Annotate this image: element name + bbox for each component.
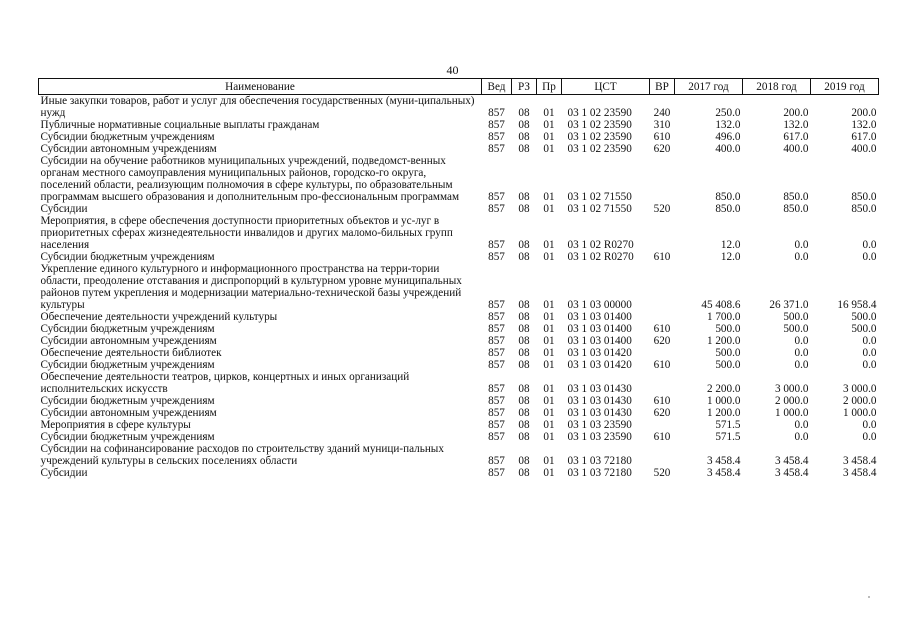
cell-pr: 01 <box>543 383 555 395</box>
cell-pr: 01 <box>543 455 555 467</box>
table-row <box>39 251 879 263</box>
cell-2017: 3 458.4 <box>706 467 741 479</box>
cell-ved: 857 <box>488 419 505 431</box>
cell-name: Обеспечение деятельности учреждений культуры <box>40 311 278 323</box>
cell-2018: 617.0 <box>783 131 809 143</box>
header-vr: ВР <box>650 79 675 95</box>
cell-2018: 3 458.4 <box>774 467 809 479</box>
cell-vr: 520 <box>653 203 671 215</box>
cell-2019: 200.0 <box>851 107 877 119</box>
cell-2017: 850.0 <box>715 203 741 215</box>
cell-rz: 08 <box>518 239 530 251</box>
cell-2019: 3 458.4 <box>842 467 877 479</box>
cell-vr: 610 <box>653 431 671 443</box>
cell-rz: 08 <box>518 107 530 119</box>
table-row <box>39 467 879 479</box>
table-row <box>39 131 879 143</box>
cell-cst: 03 1 03 72180 <box>567 467 632 479</box>
cell-pr: 01 <box>543 203 555 215</box>
cell-name: Субсидии автономным учреждениям <box>40 143 217 155</box>
cell-cst: 03 1 03 01400 <box>567 323 632 335</box>
table-row <box>39 155 879 203</box>
cell-cst: 03 1 03 23590 <box>567 431 632 443</box>
table-row <box>39 419 879 431</box>
cell-2017: 1 200.0 <box>706 335 741 347</box>
cell-2019: 132.0 <box>851 119 877 131</box>
cell-name: Субсидии бюджетным учреждениям <box>40 251 215 263</box>
cell-ved: 857 <box>488 131 505 143</box>
cell-2019: 3 000.0 <box>842 383 877 395</box>
cell-cst: 03 1 03 01430 <box>567 407 632 419</box>
cell-2017: 3 458.4 <box>706 455 741 467</box>
cell-ved: 857 <box>488 203 505 215</box>
header-2019: 2019 год <box>811 79 879 95</box>
table-row <box>39 311 879 323</box>
cell-ved: 857 <box>488 311 505 323</box>
cell-2018: 0.0 <box>794 431 809 443</box>
cell-name: Мероприятия в сфере культуры <box>40 419 191 431</box>
table-row <box>39 335 879 347</box>
cell-ved: 857 <box>488 407 505 419</box>
cell-name: Субсидии бюджетным учреждениям <box>40 359 215 371</box>
cell-vr: 240 <box>653 107 671 119</box>
cell-ved: 857 <box>488 395 505 407</box>
cell-pr: 01 <box>543 407 555 419</box>
cell-2018: 1 000.0 <box>774 407 809 419</box>
cell-ved: 857 <box>488 251 505 263</box>
cell-ved: 857 <box>488 143 505 155</box>
header-rz: РЗ <box>512 79 537 95</box>
cell-2018: 2 000.0 <box>774 395 809 407</box>
cell-rz: 08 <box>518 251 530 263</box>
cell-vr: 620 <box>653 335 671 347</box>
cell-rz: 08 <box>518 359 530 371</box>
cell-2018: 200.0 <box>783 107 809 119</box>
table-row <box>39 431 879 443</box>
table-row <box>39 407 879 419</box>
cell-rz: 08 <box>518 383 530 395</box>
cell-rz: 08 <box>518 203 530 215</box>
cell-pr: 01 <box>543 143 555 155</box>
cell-2018: 132.0 <box>783 119 809 131</box>
cell-rz: 08 <box>518 467 530 479</box>
cell-vr <box>650 155 675 203</box>
cell-2019: 3 458.4 <box>842 455 877 467</box>
cell-vr <box>650 215 675 251</box>
header-2018: 2018 год <box>743 79 811 95</box>
cell-ved: 857 <box>488 239 505 251</box>
budget-table <box>38 78 879 479</box>
table-row <box>39 371 879 395</box>
cell-pr: 01 <box>543 419 555 431</box>
cell-rz: 08 <box>518 431 530 443</box>
cell-name: Субсидии автономным учреждениям <box>40 407 217 419</box>
cell-name: Субсидии <box>40 203 88 215</box>
cell-pr: 01 <box>543 467 555 479</box>
cell-name: Укрепление единого культурного и информационного пространства на терри-тории области, преодоление отставания и диспропорций в культурном уровне муниципальных районов путем укрепления и модернизации материально-технической базы учреждений культуры <box>40 263 462 311</box>
cell-vr <box>650 371 675 395</box>
header-ved: Вед <box>482 79 512 95</box>
cell-pr: 01 <box>543 131 555 143</box>
cell-ved: 857 <box>488 347 505 359</box>
table-row <box>39 347 879 359</box>
cell-2019: 617.0 <box>851 131 877 143</box>
cell-cst: 03 1 02 23590 <box>567 119 632 131</box>
cell-pr: 01 <box>543 347 555 359</box>
cell-rz: 08 <box>518 143 530 155</box>
cell-vr: 610 <box>653 359 671 371</box>
cell-cst: 03 1 02 R0270 <box>567 251 634 263</box>
cell-cst: 03 1 02 71550 <box>567 203 632 215</box>
cell-name: Субсидии автономным учреждениям <box>40 335 217 347</box>
cell-name: Публичные нормативные социальные выплаты гражданам <box>40 119 320 131</box>
cell-cst: 03 1 03 01400 <box>567 311 632 323</box>
cell-2018: 26 371.0 <box>769 299 809 311</box>
cell-2017: 571.5 <box>715 419 741 431</box>
cell-vr <box>650 419 675 431</box>
cell-name: Субсидии бюджетным учреждениям <box>40 323 215 335</box>
cell-2017: 45 408.6 <box>701 299 741 311</box>
cell-ved: 857 <box>488 119 505 131</box>
cell-2019: 850.0 <box>851 203 877 215</box>
cell-vr <box>650 263 675 311</box>
cell-2017: 400.0 <box>715 143 741 155</box>
cell-rz: 08 <box>518 131 530 143</box>
table-row <box>39 119 879 131</box>
cell-ved: 857 <box>488 335 505 347</box>
header-name: Наименование <box>39 79 482 95</box>
cell-pr: 01 <box>543 323 555 335</box>
cell-2018: 3 000.0 <box>774 383 809 395</box>
cell-2019: 1 000.0 <box>842 407 877 419</box>
cell-name: Субсидии бюджетным учреждениям <box>40 131 215 143</box>
cell-2017: 496.0 <box>715 131 741 143</box>
cell-2019: 0.0 <box>862 239 877 251</box>
cell-2017: 250.0 <box>715 107 741 119</box>
cell-pr: 01 <box>543 395 555 407</box>
cell-ved: 857 <box>488 299 505 311</box>
cell-ved: 857 <box>488 467 505 479</box>
cell-name: Мероприятия, в сфере обеспечения доступности приоритетных объектов и ус-луг в приоритетных сферах жизнедеятельности инвалидов и других маломо-бильных групп населения <box>40 215 453 251</box>
cell-rz: 08 <box>518 395 530 407</box>
cell-pr: 01 <box>543 299 555 311</box>
cell-2019: 0.0 <box>862 431 877 443</box>
cell-2018: 500.0 <box>783 323 809 335</box>
table-row <box>39 263 879 311</box>
cell-ved: 857 <box>488 455 505 467</box>
cell-vr: 310 <box>653 119 671 131</box>
cell-2017: 500.0 <box>715 323 741 335</box>
cell-pr: 01 <box>543 311 555 323</box>
table-row <box>39 395 879 407</box>
cell-rz: 08 <box>518 299 530 311</box>
cell-2019: 0.0 <box>862 251 877 263</box>
cell-ved: 857 <box>488 383 505 395</box>
cell-2019: 2 000.0 <box>842 395 877 407</box>
cell-cst: 03 1 03 00000 <box>567 299 632 311</box>
cell-2018: 0.0 <box>794 359 809 371</box>
table-row <box>39 143 879 155</box>
cell-rz: 08 <box>518 311 530 323</box>
cell-vr <box>650 347 675 359</box>
cell-2017: 132.0 <box>715 119 741 131</box>
cell-vr: 620 <box>653 143 671 155</box>
cell-cst: 03 1 03 01420 <box>567 347 632 359</box>
cell-2019: 500.0 <box>851 311 877 323</box>
cell-2017: 1 200.0 <box>706 407 741 419</box>
header-cst: ЦСТ <box>562 79 650 95</box>
cell-name: Обеспечение деятельности библиотек <box>40 347 222 359</box>
cell-rz: 08 <box>518 335 530 347</box>
cell-cst: 03 1 02 R0270 <box>567 239 634 251</box>
cell-cst: 03 1 03 01420 <box>567 359 632 371</box>
cell-2019: 850.0 <box>851 191 877 203</box>
cell-2017: 12.0 <box>720 239 741 251</box>
cell-ved: 857 <box>488 191 505 203</box>
cell-pr: 01 <box>543 251 555 263</box>
cell-2018: 850.0 <box>783 203 809 215</box>
table-row <box>39 215 879 251</box>
cell-2017: 2 200.0 <box>706 383 741 395</box>
cell-name: Субсидии на обучение работников муниципальных учреждений, подведомст-венных органам местного самоуправления муниципальных районов, городско-го округа, поселений области, реализующим полномочия в сфере культуры, по образовательным программам высшего образования и дополнительным про-фессиональным программам <box>40 155 460 203</box>
cell-vr: 620 <box>653 407 671 419</box>
table-row <box>39 443 879 467</box>
cell-pr: 01 <box>543 239 555 251</box>
cell-rz: 08 <box>518 347 530 359</box>
cell-name: Субсидии бюджетным учреждениям <box>40 395 215 407</box>
cell-vr <box>650 311 675 323</box>
cell-2017: 571.5 <box>715 431 741 443</box>
cell-2017: 500.0 <box>715 359 741 371</box>
cell-vr: 520 <box>653 467 671 479</box>
cell-vr: 610 <box>653 131 671 143</box>
cell-pr: 01 <box>543 335 555 347</box>
cell-cst: 03 1 03 23590 <box>567 419 632 431</box>
page-number: 40 <box>446 63 459 77</box>
cell-cst: 03 1 02 71550 <box>567 191 632 203</box>
cell-name: Обеспечение деятельности театров, цирков, концертных и иных организаций исполнительских искусств <box>40 371 410 395</box>
cell-ved: 857 <box>488 323 505 335</box>
cell-2019: 16 958.4 <box>837 299 877 311</box>
cell-2018: 0.0 <box>794 419 809 431</box>
cell-cst: 03 1 02 23590 <box>567 107 632 119</box>
header-2017: 2017 год <box>675 79 743 95</box>
cell-cst: 03 1 03 72180 <box>567 455 632 467</box>
cell-2017: 850.0 <box>715 191 741 203</box>
cell-rz: 08 <box>518 419 530 431</box>
cell-pr: 01 <box>543 191 555 203</box>
cell-2018: 0.0 <box>794 251 809 263</box>
cell-2017: 12.0 <box>720 251 741 263</box>
cell-ved: 857 <box>488 107 505 119</box>
cell-2018: 500.0 <box>783 311 809 323</box>
cell-cst: 03 1 02 23590 <box>567 131 632 143</box>
cell-pr: 01 <box>543 119 555 131</box>
cell-rz: 08 <box>518 323 530 335</box>
cell-2018: 850.0 <box>783 191 809 203</box>
cell-2018: 0.0 <box>794 347 809 359</box>
cell-name: Субсидии на софинансирование расходов по строительству зданий муници-пальных учреждений культуры в сельских поселениях области <box>40 443 444 467</box>
cell-rz: 08 <box>518 119 530 131</box>
cell-2018: 0.0 <box>794 335 809 347</box>
cell-name: Субсидии бюджетным учреждениям <box>40 431 215 443</box>
cell-rz: 08 <box>518 407 530 419</box>
cell-2018: 3 458.4 <box>774 455 809 467</box>
table-row <box>39 203 879 215</box>
cell-ved: 857 <box>488 431 505 443</box>
header-pr: Пр <box>537 79 562 95</box>
table-row <box>39 359 879 371</box>
cell-2019: 0.0 <box>862 335 877 347</box>
cell-2019: 0.0 <box>862 347 877 359</box>
cell-pr: 01 <box>543 431 555 443</box>
cell-2017: 500.0 <box>715 347 741 359</box>
cell-cst: 03 1 03 01430 <box>567 395 632 407</box>
cell-2017: 1 000.0 <box>706 395 741 407</box>
table-row <box>39 323 879 335</box>
cell-2019: 400.0 <box>851 143 877 155</box>
cell-vr: 610 <box>653 395 671 407</box>
table-row <box>39 95 879 120</box>
table-header-row <box>39 79 879 95</box>
scan-speck <box>868 596 870 598</box>
cell-vr: 610 <box>653 323 671 335</box>
cell-2019: 0.0 <box>862 359 877 371</box>
cell-cst: 03 1 03 01430 <box>567 383 632 395</box>
cell-rz: 08 <box>518 191 530 203</box>
cell-vr: 610 <box>653 251 671 263</box>
cell-2017: 1 700.0 <box>706 311 741 323</box>
cell-vr <box>650 443 675 467</box>
cell-2018: 0.0 <box>794 239 809 251</box>
cell-ved: 857 <box>488 359 505 371</box>
cell-name: Субсидии <box>40 467 88 479</box>
cell-pr: 01 <box>543 359 555 371</box>
cell-2018: 400.0 <box>783 143 809 155</box>
cell-pr: 01 <box>543 107 555 119</box>
cell-name: Иные закупки товаров, работ и услуг для обеспечения государственных (муни-ципальных) нужд <box>40 95 475 119</box>
cell-cst: 03 1 02 23590 <box>567 143 632 155</box>
cell-2019: 500.0 <box>851 323 877 335</box>
cell-cst: 03 1 03 01400 <box>567 335 632 347</box>
cell-2019: 0.0 <box>862 419 877 431</box>
cell-rz: 08 <box>518 455 530 467</box>
